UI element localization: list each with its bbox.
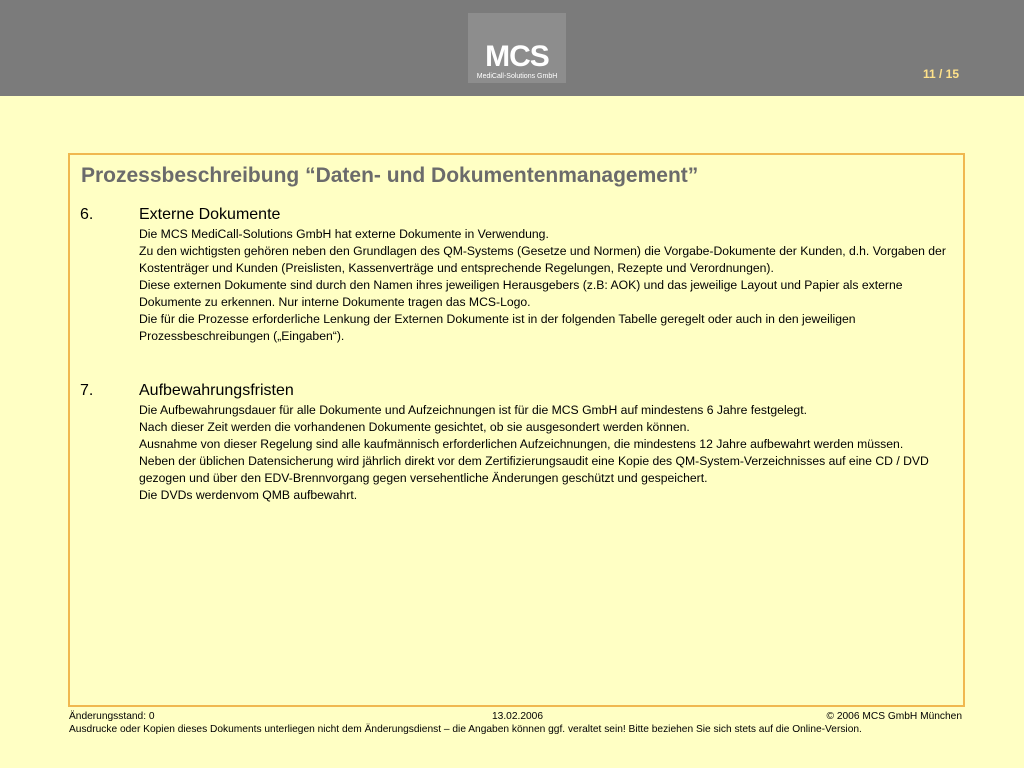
body-line: Nach dieser Zeit werden die vorhandenen Dokumente gesichtet, ob sie ausgesondert werden können. bbox=[139, 420, 690, 434]
footer bbox=[69, 710, 962, 736]
logo-subtitle: MediCall-Solutions GmbH bbox=[476, 73, 558, 80]
section-heading: Externe Dokumente bbox=[139, 206, 281, 223]
copyright: © 2006 MCS GmbH München bbox=[826, 711, 962, 722]
section-body bbox=[139, 226, 951, 345]
body-line: Die Aufbewahrungsdauer für alle Dokumente und Aufzeichnungen ist für die MCS GmbH auf mindestens 6 Jahre festgelegt. bbox=[139, 403, 807, 417]
section-heading: Aufbewahrungsfristen bbox=[139, 382, 294, 399]
disclaimer: Ausdrucke oder Kopien dieses Dokuments unterliegen nicht dem Änderungsdienst – die Angaben können ggf. veraltet sein! Bitte beziehen Sie sich stets auf die Online-Version. bbox=[69, 724, 862, 735]
document-title: Prozessbeschreibung “Daten- und Dokumentenmanagement” bbox=[81, 164, 699, 187]
content-frame bbox=[68, 153, 965, 707]
body-line: Zu den wichtigsten gehören neben den Grundlagen des QM-Systems (Gesetze und Normen) die Vorgabe-Dokumente der Kunden, d.h. Vorgaben der Kostenträger und Kunden (Preislisten, Kassenverträge und entsprechende Regelungen, Rezepte und Verordnungen). bbox=[139, 244, 946, 275]
section-body bbox=[139, 402, 951, 504]
document-date: 13.02.2006 bbox=[492, 711, 543, 722]
logo-mark: MCS bbox=[485, 40, 549, 73]
body-line: Neben der üblichen Datensicherung wird jährlich direkt vor dem Zertifizierungsaudit eine Kopie des QM-System-Verzeichnisses auf eine CD / DVD gezogen und über den EDV-Brennvorgang gegen versehentliche Änderungen geschützt und gespeichert. bbox=[139, 454, 929, 485]
body-line: Die DVDs werdenvom QMB aufbewahrt. bbox=[139, 488, 358, 502]
mcs-logo bbox=[468, 13, 566, 83]
body-line: Die MCS MediCall-Solutions GmbH hat externe Dokumente in Verwendung. bbox=[139, 227, 549, 241]
body-line: Die für die Prozesse erforderliche Lenkung der Externen Dokumente ist in der folgenden Tabelle geregelt oder auch in den jeweiligen Prozessbeschreibungen („Eingaben“). bbox=[139, 312, 856, 343]
body-line: Diese externen Dokumente sind durch den Namen ihres jeweiligen Herausgebers (z.B: AOK) und das jeweilige Layout und Papier als externe Dokumente zu erkennen. Nur interne Dokumente tragen das MCS-Logo. bbox=[139, 278, 903, 309]
body-line: Ausnahme von dieser Regelung sind alle kaufmännisch erforderlichen Aufzeichnungen, die mindestens 12 Jahre aufbewahrt werden müssen. bbox=[139, 437, 904, 451]
section-number: 6. bbox=[80, 206, 94, 223]
section-number: 7. bbox=[80, 382, 94, 399]
header-bar bbox=[0, 0, 1024, 96]
page-indicator: 11 / 15 bbox=[922, 67, 959, 81]
revision-status: Änderungsstand: 0 bbox=[69, 711, 155, 722]
